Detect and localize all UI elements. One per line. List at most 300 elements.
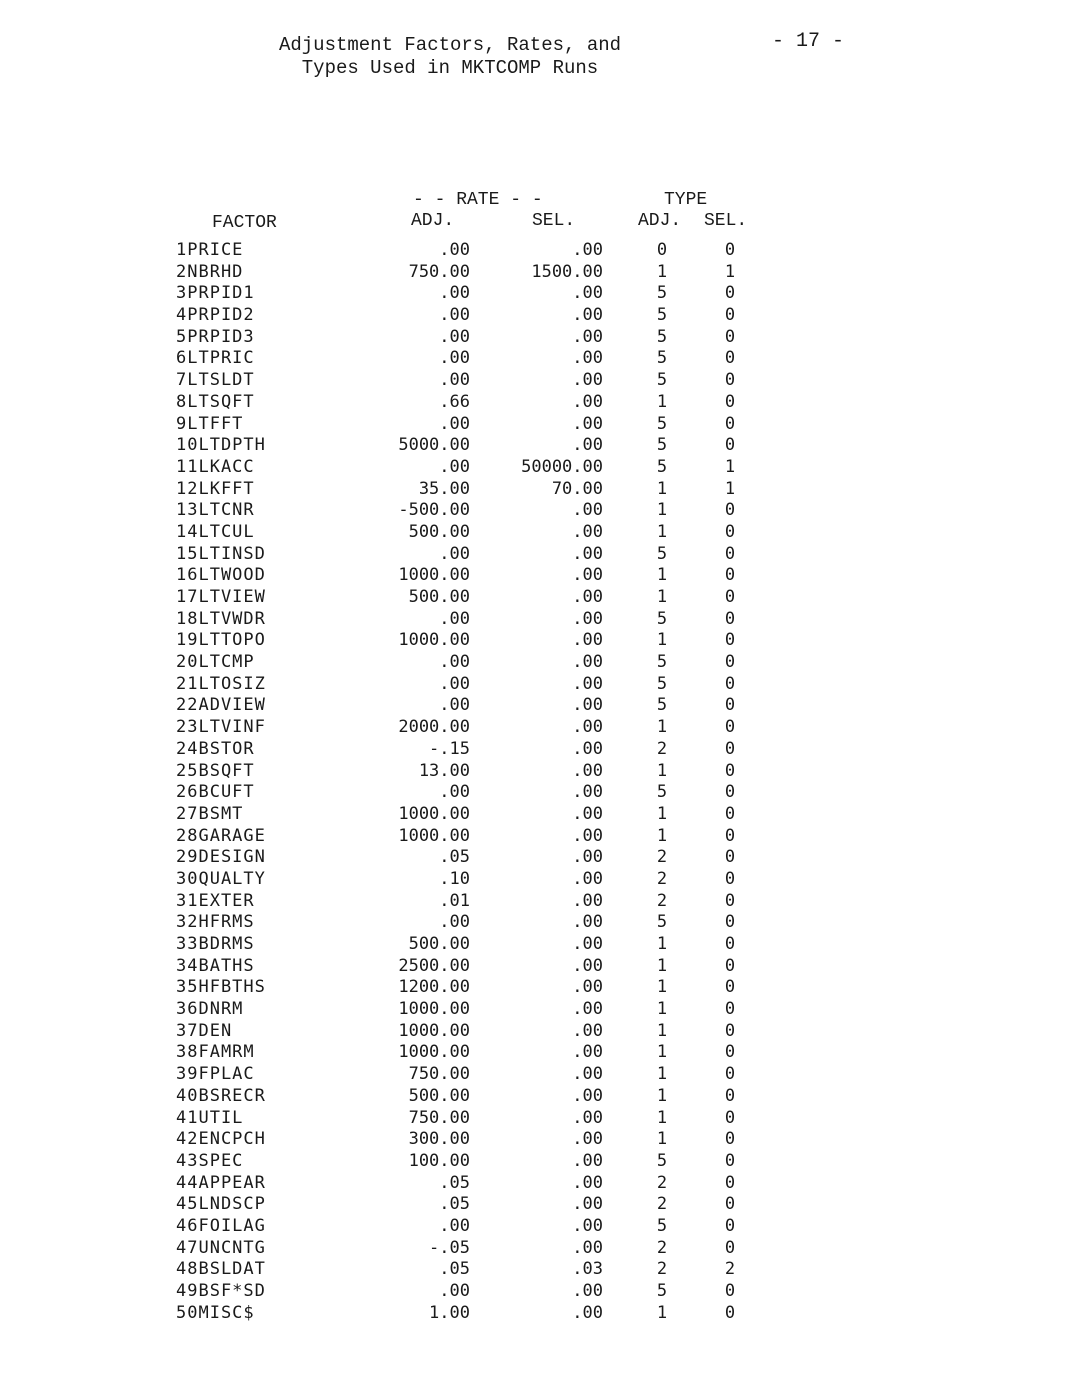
type-adj-cell: 5 bbox=[656, 1281, 668, 1301]
rate-adj-cell: -.15 bbox=[429, 738, 470, 759]
rate-sel-cell: .00 bbox=[572, 738, 603, 759]
rate-adj-cell: 2500.00 bbox=[398, 955, 470, 976]
rate-adj-cell: -500.00 bbox=[398, 500, 470, 521]
table-row bbox=[0, 1216, 1065, 1238]
type-adj-cell: 1 bbox=[656, 717, 668, 738]
type-adj-cell: 1 bbox=[656, 1020, 668, 1041]
rate-sel-cell: .00 bbox=[572, 630, 603, 651]
factor-cell: 5PRPID3 bbox=[176, 326, 255, 347]
table-row bbox=[0, 435, 1065, 457]
type-adj-cell: 1 bbox=[656, 478, 668, 499]
table-row bbox=[0, 587, 1065, 609]
table-row bbox=[0, 522, 1065, 544]
type-sel-column-header: SEL. bbox=[704, 211, 748, 231]
rate-adj-cell: .05 bbox=[439, 1172, 470, 1193]
rate-adj-cell: 500.00 bbox=[408, 934, 470, 954]
table-row bbox=[0, 934, 1065, 956]
type-sel-cell: 0 bbox=[724, 868, 736, 889]
factor-cell: 28GARAGE bbox=[176, 825, 266, 846]
factor-cell: 3PRPID1 bbox=[176, 283, 255, 304]
rate-adj-cell: .00 bbox=[439, 608, 470, 629]
type-sel-cell: 0 bbox=[724, 695, 736, 716]
rate-adj-cell: .00 bbox=[439, 912, 470, 933]
type-adj-cell: 1 bbox=[656, 391, 668, 412]
table-row bbox=[0, 1064, 1065, 1086]
type-sel-cell: 0 bbox=[724, 673, 736, 694]
factor-cell: 45LNDSCP bbox=[176, 1194, 266, 1215]
table-row bbox=[0, 1238, 1065, 1260]
type-adj-cell: 1 bbox=[656, 934, 668, 954]
factor-cell: 1PRICE bbox=[176, 240, 244, 260]
type-adj-cell: 1 bbox=[656, 587, 668, 607]
type-sel-cell: 0 bbox=[724, 999, 736, 1020]
rate-adj-cell: .01 bbox=[439, 890, 470, 911]
rate-sel-cell: .00 bbox=[572, 955, 603, 976]
rate-adj-cell: .05 bbox=[439, 1259, 470, 1280]
table-row bbox=[0, 348, 1065, 370]
type-adj-cell: 5 bbox=[656, 1215, 668, 1236]
rate-sel-cell: .00 bbox=[572, 1215, 603, 1236]
type-sel-cell: 0 bbox=[724, 435, 736, 456]
rate-adj-cell: .00 bbox=[439, 543, 470, 564]
table-row bbox=[0, 565, 1065, 587]
factor-cell: 7LTSLDT bbox=[176, 370, 255, 391]
factor-cell: 23LTVINF bbox=[176, 717, 266, 738]
rate-adj-cell: .00 bbox=[439, 673, 470, 694]
rate-sel-cell: .00 bbox=[572, 543, 603, 564]
factor-cell: 30QUALTY bbox=[176, 868, 266, 889]
type-adj-cell: 5 bbox=[656, 673, 668, 694]
table-row bbox=[0, 305, 1065, 327]
type-adj-cell: 5 bbox=[656, 543, 668, 564]
type-adj-cell: 5 bbox=[656, 1150, 668, 1171]
rate-adj-cell: 1000.00 bbox=[398, 565, 470, 586]
title-line-1: Adjustment Factors, Rates, and bbox=[278, 34, 622, 56]
factor-cell: 43SPEC bbox=[176, 1150, 244, 1171]
type-sel-cell: 1 bbox=[724, 261, 736, 282]
type-adj-cell: 2 bbox=[656, 1259, 668, 1280]
type-adj-cell: 5 bbox=[656, 782, 668, 803]
rate-adj-cell: 1000.00 bbox=[398, 630, 470, 651]
factor-cell: 25BSQFT bbox=[176, 760, 255, 781]
rate-sel-cell: .00 bbox=[572, 283, 603, 304]
type-adj-cell: 1 bbox=[656, 500, 668, 521]
rate-adj-cell: 1000.00 bbox=[398, 825, 470, 846]
factor-cell: 41UTIL bbox=[176, 1107, 244, 1128]
factor-cell: 36DNRM bbox=[176, 999, 244, 1020]
rate-sel-cell: .00 bbox=[572, 1085, 603, 1106]
table-row bbox=[0, 1173, 1065, 1195]
type-adj-cell: 5 bbox=[656, 456, 668, 477]
type-adj-cell: 5 bbox=[656, 283, 668, 304]
type-sel-cell: 0 bbox=[724, 1215, 736, 1236]
factor-cell: 22ADVIEW bbox=[176, 695, 266, 716]
table-row bbox=[0, 457, 1065, 479]
table-row bbox=[0, 1281, 1065, 1303]
type-sel-cell: 0 bbox=[724, 1172, 736, 1193]
factor-table bbox=[0, 240, 1065, 1324]
type-sel-cell: 0 bbox=[724, 348, 736, 369]
factor-cell: 44APPEAR bbox=[176, 1172, 266, 1193]
factor-cell: 13LTCNR bbox=[176, 500, 255, 521]
rate-adj-cell: .00 bbox=[439, 326, 470, 347]
factor-cell: 38FAMRM bbox=[176, 1042, 255, 1063]
rate-adj-cell: 750.00 bbox=[408, 1064, 470, 1085]
factor-cell: 40BSRECR bbox=[176, 1085, 266, 1106]
page-number: - 17 - bbox=[772, 30, 845, 53]
table-row bbox=[0, 782, 1065, 804]
rate-adj-cell: 1000.00 bbox=[398, 999, 470, 1020]
rate-sel-cell: .00 bbox=[572, 391, 603, 412]
rate-sel-cell: .00 bbox=[572, 348, 603, 369]
type-adj-cell: 2 bbox=[656, 738, 668, 759]
rate-sel-cell: 50000.00 bbox=[521, 456, 603, 477]
type-sel-cell: 0 bbox=[724, 1302, 736, 1323]
type-adj-cell: 2 bbox=[656, 890, 668, 911]
table-row bbox=[0, 891, 1065, 913]
type-sel-cell: 0 bbox=[724, 890, 736, 911]
type-sel-cell: 0 bbox=[724, 608, 736, 629]
table-row bbox=[0, 956, 1065, 978]
type-sel-cell: 0 bbox=[724, 630, 736, 651]
rate-sel-cell: .00 bbox=[572, 1237, 603, 1258]
rate-adj-cell: 500.00 bbox=[408, 1085, 470, 1106]
rate-adj-cell: 5000.00 bbox=[398, 435, 470, 456]
table-row bbox=[0, 1194, 1065, 1216]
rate-sel-cell: .00 bbox=[572, 847, 603, 868]
table-row bbox=[0, 544, 1065, 566]
table-row bbox=[0, 1108, 1065, 1130]
rate-adj-cell: .00 bbox=[439, 652, 470, 673]
rate-sel-cell: .00 bbox=[572, 1150, 603, 1171]
rate-sel-cell: .00 bbox=[572, 825, 603, 846]
rate-adj-cell: .00 bbox=[439, 695, 470, 716]
type-sel-cell: 1 bbox=[724, 478, 736, 499]
factor-cell: 42ENCPCH bbox=[176, 1129, 266, 1150]
rate-adj-cell: 1.00 bbox=[429, 1302, 470, 1323]
table-row bbox=[0, 1129, 1065, 1151]
rate-adj-cell: .05 bbox=[439, 847, 470, 868]
table-header bbox=[0, 190, 1065, 240]
rate-sel-cell: 70.00 bbox=[551, 478, 603, 499]
rate-adj-cell: 1000.00 bbox=[398, 1020, 470, 1041]
rate-adj-column-header: ADJ. bbox=[411, 211, 455, 231]
table-row bbox=[0, 1259, 1065, 1281]
factor-cell: 16LTWOOD bbox=[176, 565, 266, 586]
factor-cell: 29DESIGN bbox=[176, 847, 266, 868]
factor-cell: 9LTFFT bbox=[176, 413, 244, 434]
factor-cell: 26BCUFT bbox=[176, 782, 255, 803]
rate-sel-cell: .03 bbox=[572, 1259, 603, 1280]
table-row bbox=[0, 695, 1065, 717]
table-row bbox=[0, 609, 1065, 631]
type-sel-cell: 0 bbox=[724, 326, 736, 347]
rate-sel-cell: .00 bbox=[572, 435, 603, 456]
factor-cell: 21LTOSIZ bbox=[176, 673, 266, 694]
type-adj-cell: 1 bbox=[656, 825, 668, 846]
table-row bbox=[0, 392, 1065, 414]
factor-cell: 11LKACC bbox=[176, 456, 255, 477]
type-adj-cell: 5 bbox=[656, 348, 668, 369]
type-sel-cell: 0 bbox=[724, 782, 736, 803]
factor-cell: 19LTTOPO bbox=[176, 630, 266, 651]
type-adj-cell: 1 bbox=[656, 261, 668, 282]
rate-adj-cell: 500.00 bbox=[408, 521, 470, 542]
factor-cell: 2NBRHD bbox=[176, 261, 244, 282]
rate-sel-cell: .00 bbox=[572, 695, 603, 716]
type-sel-cell: 0 bbox=[724, 413, 736, 434]
type-sel-cell: 0 bbox=[724, 391, 736, 412]
rate-sel-cell: .00 bbox=[572, 1064, 603, 1085]
table-row bbox=[0, 1086, 1065, 1108]
factor-cell: 37DEN bbox=[176, 1020, 233, 1041]
factor-column-header: FACTOR bbox=[212, 213, 277, 233]
table-row bbox=[0, 1151, 1065, 1173]
type-adj-cell: 1 bbox=[656, 977, 668, 998]
type-sel-cell: 0 bbox=[724, 565, 736, 586]
factor-cell: 6LTPRIC bbox=[176, 348, 255, 369]
rate-sel-cell: .00 bbox=[572, 305, 603, 326]
table-row bbox=[0, 479, 1065, 501]
factor-cell: 4PRPID2 bbox=[176, 305, 255, 326]
rate-adj-cell: 1000.00 bbox=[398, 1042, 470, 1063]
rate-adj-cell: .00 bbox=[439, 305, 470, 326]
table-row bbox=[0, 327, 1065, 349]
table-row bbox=[0, 652, 1065, 674]
type-adj-cell: 1 bbox=[656, 955, 668, 976]
type-sel-cell: 0 bbox=[724, 1129, 736, 1150]
rate-sel-cell: .00 bbox=[572, 521, 603, 542]
rate-sel-cell: 1500.00 bbox=[531, 261, 603, 282]
type-adj-cell: 5 bbox=[656, 435, 668, 456]
type-sel-cell: 0 bbox=[724, 370, 736, 391]
rate-adj-cell: 300.00 bbox=[408, 1129, 470, 1150]
rate-adj-cell: .00 bbox=[439, 283, 470, 304]
rate-group-header: - - RATE - - bbox=[413, 190, 543, 210]
type-adj-cell: 1 bbox=[656, 630, 668, 651]
type-adj-cell: 1 bbox=[656, 521, 668, 542]
type-adj-cell: 1 bbox=[656, 999, 668, 1020]
type-adj-cell: 1 bbox=[656, 565, 668, 586]
factor-cell: 17LTVIEW bbox=[176, 587, 266, 607]
type-sel-cell: 0 bbox=[724, 1064, 736, 1085]
type-group-header: TYPE bbox=[664, 190, 708, 210]
factor-cell: 10LTDPTH bbox=[176, 435, 266, 456]
table-row bbox=[0, 1021, 1065, 1043]
rate-sel-cell: .00 bbox=[572, 1281, 603, 1301]
type-sel-cell: 0 bbox=[724, 1107, 736, 1128]
type-sel-cell: 0 bbox=[724, 955, 736, 976]
rate-sel-cell: .00 bbox=[572, 673, 603, 694]
table-row bbox=[0, 717, 1065, 739]
rate-adj-cell: 1000.00 bbox=[398, 803, 470, 824]
table-row bbox=[0, 999, 1065, 1021]
rate-sel-cell: .00 bbox=[572, 977, 603, 998]
table-row bbox=[0, 500, 1065, 522]
factor-cell: 15LTINSD bbox=[176, 543, 266, 564]
rate-sel-cell: .00 bbox=[572, 1107, 603, 1128]
factor-cell: 27BSMT bbox=[176, 803, 244, 824]
rate-adj-cell: 750.00 bbox=[408, 261, 470, 282]
table-row bbox=[0, 283, 1065, 305]
type-sel-cell: 0 bbox=[724, 912, 736, 933]
type-sel-cell: 0 bbox=[724, 1237, 736, 1258]
rate-adj-cell: .00 bbox=[439, 456, 470, 477]
type-adj-cell: 1 bbox=[656, 1064, 668, 1085]
factor-cell: 39FPLAC bbox=[176, 1064, 255, 1085]
rate-sel-cell: .00 bbox=[572, 565, 603, 586]
factor-cell: 14LTCUL bbox=[176, 521, 255, 542]
rate-sel-cell: .00 bbox=[572, 999, 603, 1020]
type-adj-cell: 1 bbox=[656, 1302, 668, 1323]
rate-sel-cell: .00 bbox=[572, 868, 603, 889]
type-sel-cell: 0 bbox=[724, 1194, 736, 1215]
type-adj-cell: 2 bbox=[656, 847, 668, 868]
type-sel-cell: 0 bbox=[724, 825, 736, 846]
type-sel-cell: 2 bbox=[724, 1259, 736, 1280]
rate-sel-cell: .00 bbox=[572, 912, 603, 933]
type-sel-cell: 0 bbox=[724, 500, 736, 521]
type-sel-cell: 0 bbox=[724, 1085, 736, 1106]
table-row bbox=[0, 804, 1065, 826]
type-adj-column-header: ADJ. bbox=[638, 211, 682, 231]
type-sel-cell: 0 bbox=[724, 803, 736, 824]
rate-sel-cell: .00 bbox=[572, 1129, 603, 1150]
document-title bbox=[240, 34, 660, 80]
type-adj-cell: 1 bbox=[656, 1107, 668, 1128]
rate-adj-cell: .00 bbox=[439, 348, 470, 369]
table-row bbox=[0, 739, 1065, 761]
factor-cell: 33BDRMS bbox=[176, 934, 255, 954]
rate-sel-cell: .00 bbox=[572, 760, 603, 781]
type-adj-cell: 1 bbox=[656, 1129, 668, 1150]
rate-adj-cell: .00 bbox=[439, 240, 470, 260]
title-line-2: Types Used in MKTCOMP Runs bbox=[301, 57, 599, 79]
rate-sel-cell: .00 bbox=[572, 1194, 603, 1215]
table-row bbox=[0, 1303, 1065, 1325]
rate-adj-cell: 750.00 bbox=[408, 1107, 470, 1128]
rate-adj-cell: .00 bbox=[439, 370, 470, 391]
table-row bbox=[0, 869, 1065, 891]
type-sel-cell: 1 bbox=[724, 456, 736, 477]
rate-sel-cell: .00 bbox=[572, 1302, 603, 1323]
type-sel-cell: 0 bbox=[724, 1150, 736, 1171]
type-sel-cell: 0 bbox=[724, 240, 736, 260]
type-adj-cell: 2 bbox=[656, 1172, 668, 1193]
table-row bbox=[0, 370, 1065, 392]
factor-cell: 34BATHS bbox=[176, 955, 255, 976]
type-adj-cell: 5 bbox=[656, 912, 668, 933]
type-sel-cell: 0 bbox=[724, 587, 736, 607]
factor-cell: 49BSF*SD bbox=[176, 1281, 266, 1301]
rate-sel-cell: .00 bbox=[572, 326, 603, 347]
type-sel-cell: 0 bbox=[724, 305, 736, 326]
type-sel-cell: 0 bbox=[724, 977, 736, 998]
rate-adj-cell: 100.00 bbox=[408, 1150, 470, 1171]
table-row bbox=[0, 414, 1065, 436]
type-sel-cell: 0 bbox=[724, 1281, 736, 1301]
rate-adj-cell: 1200.00 bbox=[398, 977, 470, 998]
type-adj-cell: 1 bbox=[656, 803, 668, 824]
factor-cell: 24BSTOR bbox=[176, 738, 255, 759]
table-row bbox=[0, 674, 1065, 696]
rate-adj-cell: .05 bbox=[439, 1194, 470, 1215]
type-adj-cell: 5 bbox=[656, 413, 668, 434]
type-adj-cell: 5 bbox=[656, 326, 668, 347]
table-row bbox=[0, 1042, 1065, 1064]
rate-sel-cell: .00 bbox=[572, 608, 603, 629]
type-adj-cell: 5 bbox=[656, 652, 668, 673]
factor-cell: 48BSLDAT bbox=[176, 1259, 266, 1280]
rate-sel-cell: .00 bbox=[572, 782, 603, 803]
factor-cell: 18LTVWDR bbox=[176, 608, 266, 629]
rate-sel-cell: .00 bbox=[572, 1172, 603, 1193]
factor-cell: 32HFRMS bbox=[176, 912, 255, 933]
table-row bbox=[0, 761, 1065, 783]
type-sel-cell: 0 bbox=[724, 1020, 736, 1041]
rate-adj-cell: .10 bbox=[439, 868, 470, 889]
rate-sel-cell: .00 bbox=[572, 370, 603, 391]
type-adj-cell: 5 bbox=[656, 305, 668, 326]
rate-adj-cell: 13.00 bbox=[418, 760, 470, 781]
type-sel-cell: 0 bbox=[724, 738, 736, 759]
type-adj-cell: 1 bbox=[656, 1085, 668, 1106]
type-adj-cell: 2 bbox=[656, 868, 668, 889]
rate-sel-cell: .00 bbox=[572, 1020, 603, 1041]
table-row bbox=[0, 240, 1065, 262]
table-row bbox=[0, 262, 1065, 284]
rate-sel-cell: .00 bbox=[572, 240, 603, 260]
rate-adj-cell: -.05 bbox=[429, 1237, 470, 1258]
table-row bbox=[0, 826, 1065, 848]
type-sel-cell: 0 bbox=[724, 760, 736, 781]
rate-sel-cell: .00 bbox=[572, 890, 603, 911]
type-adj-cell: 1 bbox=[656, 1042, 668, 1063]
rate-sel-cell: .00 bbox=[572, 500, 603, 521]
type-adj-cell: 5 bbox=[656, 370, 668, 391]
type-sel-cell: 0 bbox=[724, 847, 736, 868]
table-row bbox=[0, 847, 1065, 869]
rate-adj-cell: .00 bbox=[439, 1215, 470, 1236]
type-adj-cell: 0 bbox=[656, 240, 668, 260]
rate-adj-cell: 500.00 bbox=[408, 587, 470, 607]
rate-sel-cell: .00 bbox=[572, 717, 603, 738]
rate-adj-cell: .66 bbox=[439, 391, 470, 412]
rate-sel-cell: .00 bbox=[572, 803, 603, 824]
rate-adj-cell: .00 bbox=[439, 413, 470, 434]
type-sel-cell: 0 bbox=[724, 934, 736, 954]
factor-cell: 46FOILAG bbox=[176, 1215, 266, 1236]
type-sel-cell: 0 bbox=[724, 652, 736, 673]
type-adj-cell: 1 bbox=[656, 760, 668, 781]
rate-sel-cell: .00 bbox=[572, 934, 603, 954]
table-row bbox=[0, 977, 1065, 999]
factor-cell: 47UNCNTG bbox=[176, 1237, 266, 1258]
factor-cell: 20LTCMP bbox=[176, 652, 255, 673]
table-row bbox=[0, 630, 1065, 652]
rate-sel-cell: .00 bbox=[572, 652, 603, 673]
type-sel-cell: 0 bbox=[724, 717, 736, 738]
type-adj-cell: 2 bbox=[656, 1194, 668, 1215]
rate-adj-cell: .00 bbox=[439, 1281, 470, 1301]
factor-cell: 8LTSQFT bbox=[176, 391, 255, 412]
rate-sel-cell: .00 bbox=[572, 413, 603, 434]
type-adj-cell: 5 bbox=[656, 608, 668, 629]
type-sel-cell: 0 bbox=[724, 283, 736, 304]
rate-sel-column-header: SEL. bbox=[532, 211, 576, 231]
table-row bbox=[0, 912, 1065, 934]
factor-cell: 35HFBTHS bbox=[176, 977, 266, 998]
